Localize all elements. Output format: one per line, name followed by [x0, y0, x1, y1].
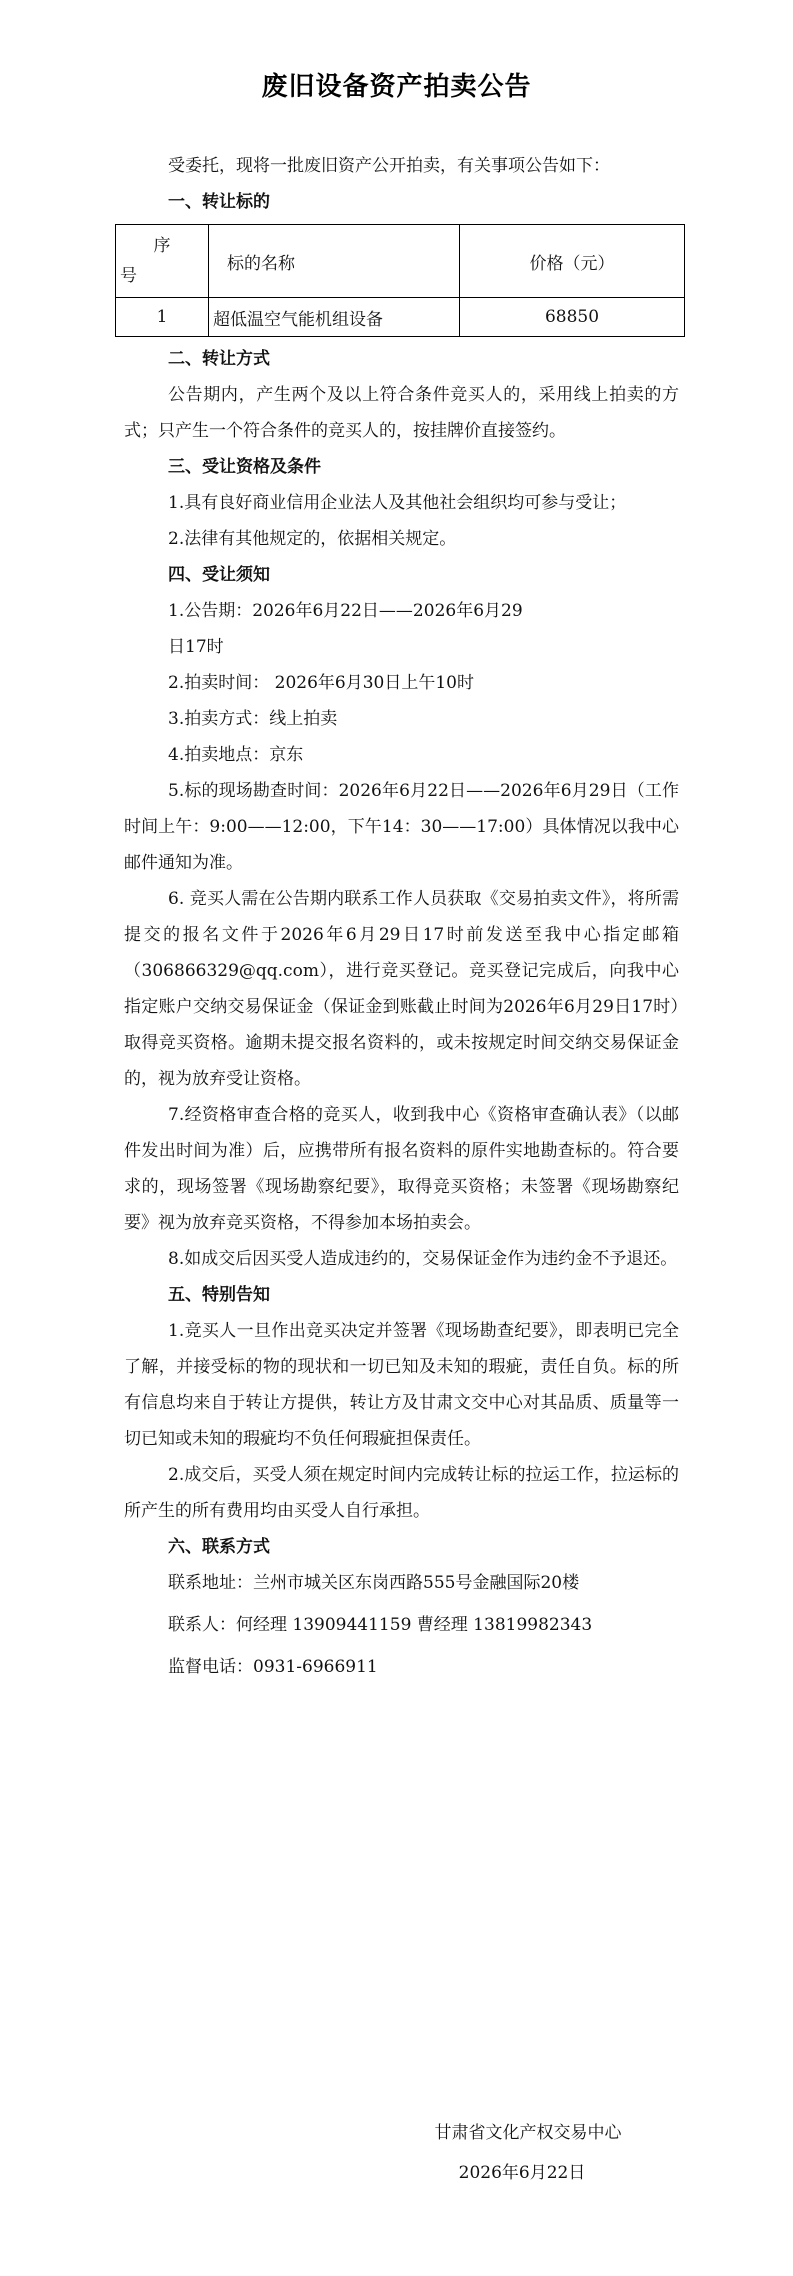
special-item-1: 1.竞买人一旦作出竞买决定并签署《现场勘查纪要》，即表明已完全了解，并接受标的物的现状和一切已知及未知的瑕疵，责任自负。标的所有信息均来自于转让方提供，转让方及甘肃文交中心对其品质、质量等一切已知或未知的瑕疵均不负任何瑕疵担保责任。	[124, 1321, 679, 1449]
issuer-name: 甘肃省文化产权交易中心	[434, 2123, 622, 2143]
notice-item-4: 4.拍卖地点：京东	[168, 745, 304, 765]
section-heading-qualification: 三、受让资格及条件	[168, 457, 321, 477]
notice-item-1: 1.公告期：2026年6月22日——2026年6月29	[168, 601, 523, 621]
section-heading-method: 二、转让方式	[168, 349, 270, 369]
issue-date: 2026年6月22日	[458, 2163, 586, 2183]
section-heading-special: 五、特别告知	[168, 1285, 270, 1305]
notice-item-7: 7.经资格审查合格的竞买人，收到我中心《资格审查确认表》（以邮件发出时间为准）后，应携带所有报名资料的原件实地勘查标的。符合要求的，现场签署《现场勘察纪要》，取得竞买资格；未签署《现场勘察纪要》视为放弃竞买资格，不得参加本场拍卖会。	[124, 1105, 679, 1233]
table-header-seq	[116, 225, 209, 298]
intro-paragraph: 受委托，现将一批废旧资产公开拍卖，有关事项公告如下：	[168, 156, 610, 176]
table-cell-name: 超低温空气能机组设备	[209, 298, 460, 337]
qualification-item-2: 2.法律有其他规定的，依据相关规定。	[168, 529, 457, 549]
section-heading-contact: 六、联系方式	[168, 1537, 270, 1557]
table-header-name: 标的名称	[209, 225, 460, 298]
section-heading-notice: 四、受让须知	[168, 565, 270, 585]
table-cell-price: 68850	[460, 298, 685, 337]
page-title: 废旧设备资产拍卖公告	[261, 72, 532, 102]
notice-item-5: 5.标的现场勘查时间：2026年6月22日——2026年6月29日（工作时间上午：9:00——12:00，下午14：30——17:00）具体情况以我中心邮件通知为准。	[124, 781, 679, 873]
table-header-seq-line2: 号	[120, 266, 137, 286]
notice-item-2: 2.拍卖时间： 2026年6月30日上午10时	[168, 673, 474, 693]
announcement-body	[120, 148, 679, 1685]
contact-persons: 联系人：何经理 13909441159 曹经理 13819982343	[168, 1615, 593, 1635]
qualification-item-1: 1.具有良好商业信用企业法人及其他社会组织均可参与受让；	[168, 493, 627, 513]
subject-table	[115, 224, 685, 337]
table-header-seq-line1: 序	[153, 236, 171, 256]
notice-item-6: 6. 竞买人需在公告期内联系工作人员获取《交易拍卖文件》，将所需提交的报名文件于2026年6月29日17时前发送至我中心指定邮箱（306866329@qq.com），进行竞买登记。竞买登记完成后，向我中心指定账户交纳交易保证金（保证金到账截止时间为2026年6月29日17时）取得竞买资格。逾期未提交报名资料的，或未按规定时间交纳交易保证金的，视为放弃受让资格。	[124, 889, 679, 1089]
notice-item-8: 8.如成交后因买受人造成违约的，交易保证金作为违约金不予退还。	[168, 1249, 678, 1269]
notice-item-3: 3.拍卖方式：线上拍卖	[168, 709, 338, 729]
section-heading-subject: 一、转让标的	[168, 192, 270, 212]
notice-item-1-cont: 日17时	[168, 637, 224, 657]
table-header-row	[116, 225, 685, 298]
special-item-2: 2.成交后，买受人须在规定时间内完成转让标的拉运工作，拉运标的所产生的所有费用均由买受人自行承担。	[124, 1465, 679, 1521]
contact-address: 联系地址：兰州市城关区东岗西路555号金融国际20楼	[168, 1573, 580, 1593]
method-paragraph: 公告期内，产生两个及以上符合条件竞买人的，采用线上拍卖的方式；只产生一个符合条件的竞买人的，按挂牌价直接签约。	[124, 385, 679, 441]
table-row	[116, 298, 685, 337]
supervise-phone: 监督电话：0931-6966911	[168, 1657, 378, 1677]
table-cell-seq: 1	[116, 298, 209, 337]
table-header-price: 价格（元）	[460, 225, 685, 298]
